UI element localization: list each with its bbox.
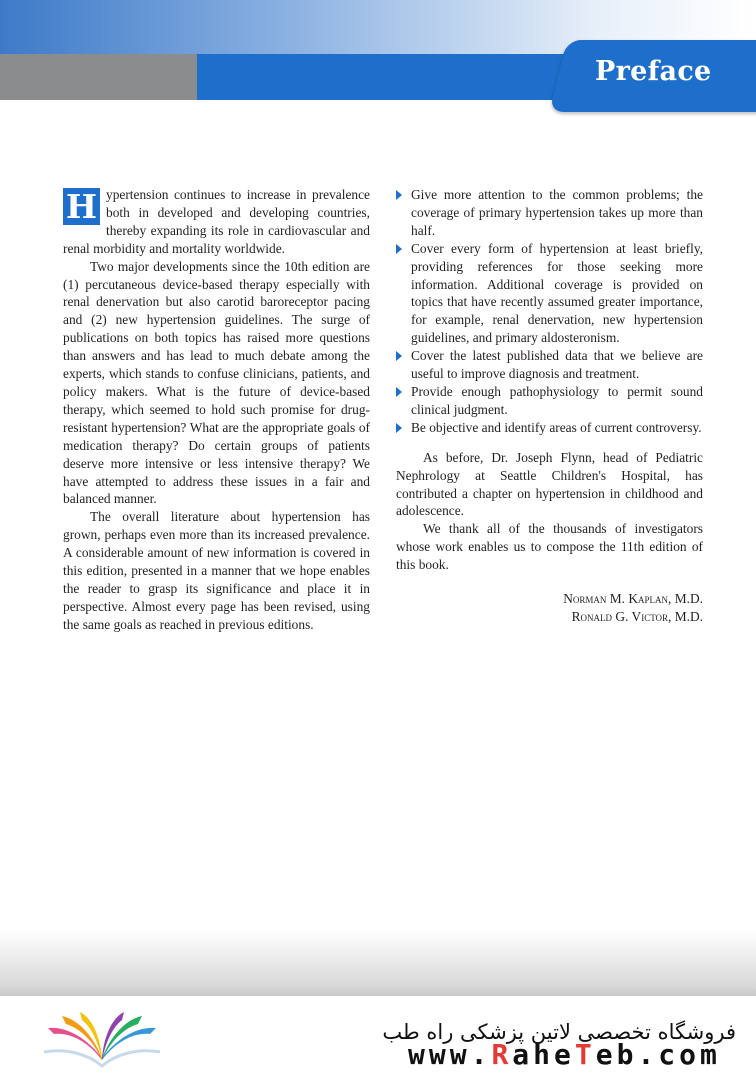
list-item [396,383,703,419]
footer-shadow [0,930,756,996]
store-url [408,1038,738,1077]
url-segment: T [574,1038,596,1071]
store-name: فروشگاه تخصصی لاتین پزشکی راه طب [382,1020,736,1044]
list-item [396,347,703,383]
svg-text:www.RaheTeb.com [408,1038,721,1071]
list-item [396,186,703,240]
right-column [396,186,703,626]
signature-block [396,590,703,626]
list-item-text: Give more attention to the common problems; the coverage of primary hypertension takes up more than half. [411,187,703,238]
open-book-logo-icon [40,1012,164,1068]
paragraph-flynn: As before, Dr. Joseph Flynn, head of Pediatric Nephrology at Seattle Children's Hospital, has contributed a chapter on hypertension in childhood and adolescence. [396,449,703,519]
spacer [396,437,703,449]
bullet-icon [396,244,402,254]
list-item-text: Provide enough pathophysiology to permit sound clinical judgment. [411,383,703,417]
url-segment: eb [595,1038,638,1071]
paragraph-literature: The overall literature about hypertension has grown, perhaps even more than its increased prevalence. A considerable amount of new information is covered in this edition, presented in a manner that we hope enables the reader to grasp its significance and place it in perspective. Almost every page has been revised, using the same goals as reached in previous editions. [63,509,370,632]
bullet-icon [396,190,402,200]
paragraph-developments: Two major developments since the 10th edition are (1) percutaneous device-based therapy especially with renal denervation but also carotid baroreceptor pacing and (2) new hypertension guidelines. The surge of publications on both topics has raised more questions than answers and has lead to much debate among the experts, which stands to confuse clinicians, patients, and policy makers. What is the future of device-based therapy, which seemed to hold such promise for drug-resistant hypertension? What are the appropriate goals of medication therapy? Do certain groups of patients deserve more intensive or less intensive therapy? We have attempted to address these issues in a fair and balanced manner. [63,258,370,507]
paragraph-thanks: We thank all of the thousands of investigators whose work enables us to compose the 11th edition of this book. [396,521,703,573]
goals-list [396,186,703,437]
list-item-text: Cover the latest published data that we believe are useful to improve diagnosis and treatment. [411,348,703,382]
drop-cap: H [63,188,100,225]
bullet-icon [396,387,402,397]
store-url-text [408,1038,738,1072]
url-segment: www. [408,1038,492,1071]
url-segment: .com [637,1038,721,1071]
list-item [396,419,703,437]
page-title: Preface [595,56,712,87]
bullet-icon [396,351,402,361]
left-column [63,186,370,634]
paragraph-intro-text: ypertension continues to increase in prevalence both in developed and developing countries, thereby expanding its role in cardiovascular and renal morbidity and mortality worldwide. [63,187,370,256]
list-item-text: Be objective and identify areas of current controversy. [411,419,702,435]
url-segment: ahe [512,1038,575,1071]
header-gray-bar [0,54,197,100]
signature-victor: Ronald G. Victor, M.D. [571,609,703,625]
url-segment: R [491,1038,513,1071]
list-item-text: Cover every form of hypertension at least briefly, providing references for those seeking more information. Additional coverage is provided on topics that have recently assumed greater importance, for example, renal denervation, new hypertension guidelines, and primary aldosteronism. [411,240,703,346]
page-header [0,0,756,112]
list-item [396,240,703,347]
signature-kaplan: Norman M. Kaplan, M.D. [563,591,703,607]
paragraph-intro [63,186,370,258]
bullet-icon [396,423,402,433]
